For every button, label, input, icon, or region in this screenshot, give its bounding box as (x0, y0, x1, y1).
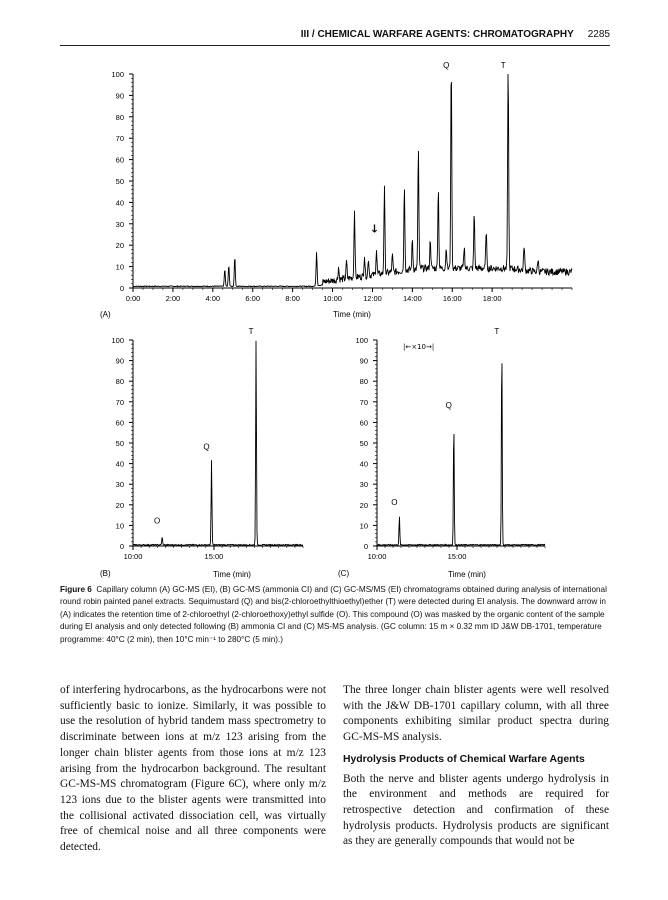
y-tick-label: 40 (115, 459, 124, 469)
y-tick-label: 40 (115, 198, 124, 208)
x-tick-label: 6:00 (245, 294, 261, 303)
y-tick-label: 30 (115, 480, 124, 490)
panel-a-trace (133, 74, 572, 287)
y-tick-label: 90 (115, 91, 124, 101)
peak-label: T (248, 327, 254, 336)
y-tick-label: 70 (359, 397, 368, 407)
peak-label: O (154, 516, 161, 526)
retention-arrow-icon: ↓ (369, 222, 380, 236)
panel-a (100, 61, 572, 319)
y-tick-label: 0 (119, 284, 124, 293)
panel-a-label: (A) (100, 310, 111, 319)
panel-b-xlabel: Time (min) (213, 570, 251, 579)
y-tick-label: 100 (355, 336, 368, 345)
panel-a-xlabel: Time (min) (333, 310, 371, 319)
x-tick-label: 10:00 (123, 552, 143, 561)
peak-label: Q (443, 61, 450, 70)
peak-label: Q (445, 401, 452, 411)
figure-caption-text: Capillary column (A) GC-MS (EI), (B) GC-MS (ammonia CI) and (C) GC-MS/MS (EI) chromatograms obtained during analysis of international round robin painted panel extracts. Sequimustard (Q) and bis(2-chloroethylthioethyl)ether (T) were detected during EI analysis. The downward arrow in (A) indicates the retention time of 2-chloroethyl (2-chloroethoxy)ethyl sulfide (O). This compound (O) was masked by the organic content of the sample during EI analysis and only detected following (B) ammonia CI and (C) MS-MS analysis. (GC column: 15 m × 0.32 mm ID J&W DB-1701, temperature programme: 40°C (2 min), then 10°C min⁻¹ to 280°C (5 min).) (60, 585, 607, 644)
y-tick-label: 50 (115, 177, 124, 186)
body-paragraph: Both the nerve and blister agents undergo hydrolysis in the environment and methods are required for retrospective detection and confirmation of these hydrolysis products. Hydrolysis products are significant as they are generally compounds that would not be (343, 772, 609, 848)
y-tick-label: 10 (115, 521, 124, 531)
x-tick-label: 8:00 (285, 294, 300, 303)
panel-c-label: (C) (338, 569, 350, 578)
y-tick-label: 20 (359, 500, 368, 510)
y-tick-label: 0 (363, 542, 368, 551)
y-tick-label: 70 (115, 134, 124, 144)
y-tick-label: 60 (115, 155, 124, 165)
y-tick-label: 40 (359, 459, 368, 469)
y-tick-label: 10 (115, 262, 124, 272)
peak-label: O (391, 497, 398, 507)
page-number: 2285 (587, 29, 610, 40)
figure-label: Figure 6 (60, 585, 92, 594)
x-tick-label: 2:00 (165, 294, 181, 303)
y-tick-label: 100 (111, 70, 124, 79)
y-tick-label: 20 (115, 241, 124, 251)
x-tick-label: 15:00 (204, 552, 224, 561)
panel-c-xlabel: Time (min) (448, 570, 486, 579)
y-tick-label: 90 (359, 356, 368, 366)
x-tick-label: 0:00 (125, 294, 141, 303)
y-tick-label: 90 (115, 356, 124, 366)
y-tick-label: 80 (115, 377, 124, 387)
x-tick-label: 4:00 (205, 294, 221, 303)
scale-annotation: |←×10→| (402, 343, 435, 352)
y-tick-label: 10 (359, 521, 368, 531)
peak-label: T (494, 327, 500, 336)
running-title: III / CHEMICAL WARFARE AGENTS: CHROMATOGRAPHY (300, 29, 574, 40)
y-tick-label: 80 (115, 112, 124, 122)
y-tick-label: 30 (359, 480, 368, 490)
panel-b-trace (133, 341, 303, 546)
y-tick-label: 50 (115, 439, 124, 448)
body-column-left (60, 683, 326, 856)
x-tick-label: 18:00 (482, 294, 502, 303)
section-heading: Hydrolysis Products of Chemical Warfare Agents (343, 753, 585, 765)
peak-label: Q (203, 442, 210, 452)
body-paragraph: The three longer chain blister agents were well resolved with the J&W DB-1701 capillary column, with all three components exhibiting similar product spectra during GC-MS-MS analysis. (343, 684, 609, 744)
body-paragraph: of interfering hydrocarbons, as the hydrocarbons were not sufficiently basic to ionize. Similarly, it was possible to use the resolution of hybrid tandem mass spectrometry to discriminate between ions at m/z 123 arising from the longer chain blister agents from those ions at m/z 123 arising from the hydrocarbon background. The resultant GC-MS-MS chromatogram (Figure 6C), where only m/z 123 ions due to the blister agents were transmitted into the collisional activated dissociation cell, was virtually free of chemical noise and all three components were detected. (60, 684, 326, 854)
panel-c-trace (377, 363, 545, 545)
figure-caption (60, 584, 611, 646)
x-tick-label: 14:00 (402, 294, 422, 303)
y-tick-label: 60 (115, 418, 124, 428)
y-tick-label: 50 (359, 439, 368, 448)
panel-b-label: (B) (100, 569, 111, 578)
body-column-right (343, 683, 609, 850)
x-tick-label: 15:00 (447, 552, 467, 561)
y-tick-label: 30 (115, 219, 124, 229)
y-tick-label: 80 (359, 377, 368, 387)
y-tick-label: 70 (115, 397, 124, 407)
x-tick-label: 16:00 (442, 294, 462, 303)
y-tick-label: 20 (115, 500, 124, 510)
y-tick-label: 60 (359, 418, 368, 428)
y-tick-label: 0 (119, 542, 124, 551)
panel-b (100, 327, 303, 579)
x-tick-label: 12:00 (363, 294, 382, 303)
peak-label: T (500, 61, 506, 70)
x-tick-label: 10:00 (367, 552, 387, 561)
panel-c (338, 327, 545, 579)
x-tick-label: 10:00 (323, 294, 342, 303)
y-tick-label: 100 (111, 336, 124, 345)
